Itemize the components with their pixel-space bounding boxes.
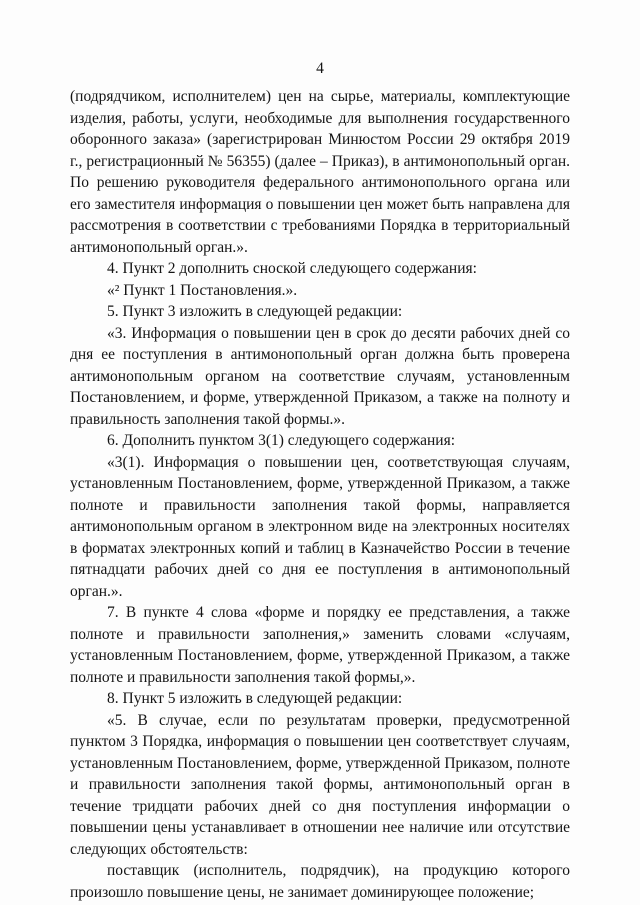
page-number: 4 (316, 60, 324, 77)
paragraph-11: поставщик (исполнитель, подрядчик), на продукцию которого произошло повышение цены, не занимает доминирующее положение; (70, 862, 570, 901)
paragraph-2: 4. Пункт 2 дополнить сноской следующего содержания: (107, 260, 477, 277)
paragraph-8: 7. В пункте 4 слова «форме и порядку ее представления, а также полноте и правильности заполнения,» заменить словами «случаям, установленным Постановлением, форме, утвержденной Приказом, а также полноте и правильности заполнения такой формы,». (70, 604, 570, 686)
paragraph-1: (подрядчиком, исполнителем) цен на сырье, материалы, комплектующие изделия, работы, услуги, необходимые для выполнения государственного оборонного заказа» (зарегистрирован Минюстом России 29 октября 2019 г., регистрационный № 56355) (далее – Приказ), в антимонопольный орган. По решению руководителя федерального антимонопольного органа или его заместителя информация о повышении цен может быть направлена для рассмотрения в соответствии с требованиями Порядка в территориальный антимонопольный орган.». (70, 88, 570, 256)
paragraph-4: 5. Пункт 3 изложить в следующей редакции: (107, 303, 403, 320)
paragraph-6: 6. Дополнить пунктом 3(1) следующего содержания: (107, 432, 456, 449)
paragraph-9: 8. Пункт 5 изложить в следующей редакции: (107, 690, 403, 707)
paragraph-5: «3. Информация о повышении цен в срок до десяти рабочих дней со дня ее поступления в антимонопольный орган должна быть проверена антимонопольным органом на соответствие случаям, установленным Постановлением, и форме, утвержденной Приказом, а также на полноту и правильность заполнения такой формы.». (70, 324, 570, 428)
document-body (70, 86, 570, 903)
paragraph-10: «5. В случае, если по результатам проверки, предусмотренной пунктом 3 Порядка, информация о повышении цен соответствует случаям, установленным Постановлением, форме, утвержденной Приказом, полноте и правильности заполнения такой формы, антимонопольный орган в течение тридцати рабочих дней со дня поступления информации о повышении цены устанавливает в отношении нее наличие или отсутствие следующих обстоятельств: (70, 711, 570, 858)
paragraph-7: «3(1). Информация о повышении цен, соответствующая случаям, установленным Постановлением, форме, утвержденной Приказом, а также полноте и правильности заполнения такой формы, направляется антимонопольным органом в электронном виде на электронных носителях в форматах электронных копий и таблиц в Казначейство России в течение пятнадцати рабочих дней со дня ее поступления в антимонопольный орган.». (70, 453, 570, 600)
paragraph-3: «² Пункт 1 Постановления.». (107, 281, 298, 299)
